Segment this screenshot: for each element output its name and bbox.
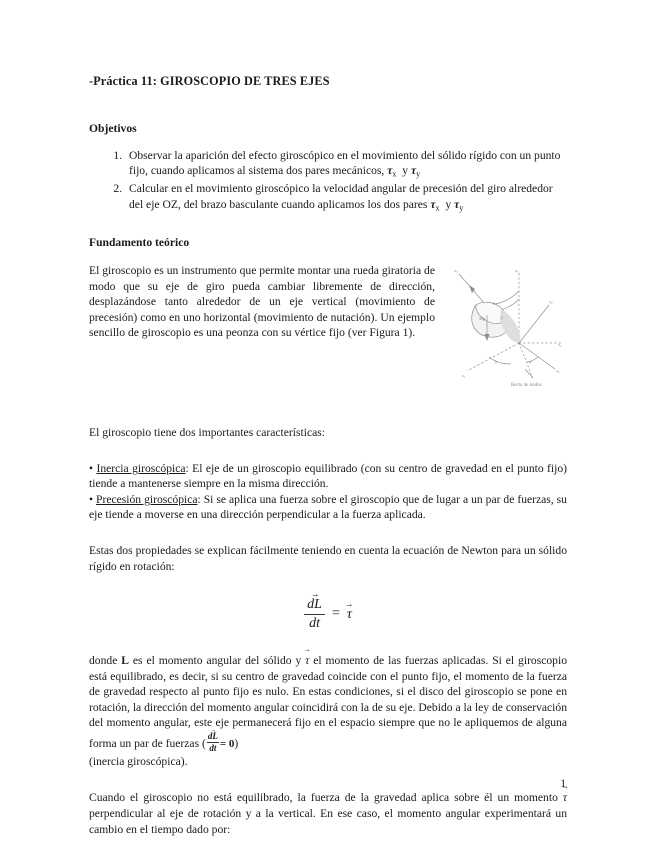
- figure-drawing: [445, 265, 567, 389]
- after-equation-paragraph: [89, 652, 567, 769]
- gyroscope-euler-angles-diagram: [445, 265, 567, 389]
- final-paragraph: [89, 789, 567, 837]
- page-number: 1: [560, 777, 566, 790]
- spacer: [89, 89, 567, 121]
- figure-caption: Recta de nodos: [511, 383, 542, 389]
- bullet-term-precesion: Precesión giroscópica: [96, 492, 198, 506]
- bullet-inercia: • Inercia giroscópica: El eje de un giroscopio equilibrado (con su centro de gravedad en el punto fijo) tiende a mantenerse siempre en la misma dirección.: [89, 461, 568, 491]
- equation-relation: =: [331, 606, 340, 622]
- list-item: [125, 181, 567, 214]
- vector-label-Mg: Mg: [479, 316, 486, 322]
- angle-label-phi: φ: [495, 359, 498, 365]
- vector-label-L: L: [501, 315, 504, 321]
- axis-label-X3: $x_3$: [515, 268, 519, 275]
- axis-label-x3: $x_3$: [454, 268, 458, 275]
- inline-denominator: dt: [209, 743, 217, 754]
- spacer: [89, 215, 567, 235]
- equation-right-side: τ →: [347, 606, 352, 623]
- characteristics-lead: El giroscopio tiene dos importantes características:: [89, 426, 325, 440]
- angle-label-psi: ψ: [529, 359, 532, 365]
- page-title: -Práctica 11: GIROSCOPIO DE TRES EJES: [89, 74, 330, 88]
- spacer: [89, 393, 567, 425]
- bullet-precesion: • Precesión giroscópica: Si se aplica una fuerza sobre el giroscopio que de lugar a un par de fuerzas, su eje tiende a moverse en una dirección perpendicular a la fuerza aplicada.: [89, 492, 567, 522]
- spacer: [89, 523, 567, 543]
- after-eq-text-1: donde: [89, 654, 122, 668]
- after-eq-text-5: (inercia giroscópica).: [89, 754, 188, 768]
- axis-label-x1: $x_1$: [462, 373, 466, 380]
- inline-equals-zero: = 0: [219, 738, 235, 751]
- theory-heading: Fundamento teórico: [89, 236, 190, 250]
- axis-label-X2: $x_2$: [549, 299, 553, 306]
- symbol-tau: τ →: [305, 652, 309, 668]
- symbol-tau-final: τ →: [563, 789, 567, 806]
- equation-denominator: dt: [309, 616, 320, 632]
- newton-lead-paragraph: Estas dos propiedades se explican fácilmente teniendo en cuenta la ecuación de Newton para un sólido rígido en rotación:: [89, 544, 567, 573]
- final-text-1: Cuando el giroscopio no está equilibrado, la fuerza de la gravedad aplica sobre él un momento: [89, 791, 563, 805]
- spacer: [89, 441, 567, 461]
- spacer: [89, 769, 567, 789]
- angle-label-theta: θ: [493, 301, 495, 307]
- bullet-text-inercia: : El eje de un giroscopio equilibrado (con su centro de gravedad en el punto fijo) tiende a mantenerse siempre en la misma dirección.: [89, 461, 568, 491]
- axis-label-X1: $x_1$: [558, 342, 562, 349]
- objective-text-1: Observar la aparición del efecto giroscópico en el movimiento del sólido rígido con un punto fijo, cuando aplicamos al sistema dos pares mecánicos, $\tau_x$ y $\tau_y$: [129, 148, 561, 179]
- objectives-heading: Objetivos: [89, 121, 137, 135]
- theory-intro-paragraph: El giroscopio es un instrumento que permite montar una rueda giratoria de modo que su eje de giro pueda cambiar libremente de dirección, desplazándose tanto alrededor de un eje vertical (movimiento de precesión) como en uno horizontal (movimiento de nutación). Un ejemplo sencillo de giroscopio es una peonza con su vértice fijo (ver Figura 1).: [89, 264, 435, 340]
- after-eq-text-3: el momento de las fuerzas aplicadas. Si el giroscopio está equilibrado, es decir, si su centro de gravedad coincide con el punto fijo, el momento de la fuerza de gravedad respecto al punto fijo es nulo. En estas condiciones, si el disco del giroscopio se pone en rotación, la dirección del momento angular coincidirá con la de su eje. Debido a la ley de conservación del momento angular, este eje permanecerá fijo en el espacio siempre que no le apliquemos de alguna forma un par de fuerzas (: [89, 654, 567, 751]
- equation-numerator: dL →: [304, 596, 325, 615]
- list-item: [125, 148, 567, 181]
- spacer: [89, 250, 567, 263]
- final-text-2: perpendicular al eje de rotación y a la vertical. En ese caso, el momento angular experimentará un cambio en el tiempo dado por:: [89, 806, 567, 836]
- inline-fraction: [207, 730, 219, 754]
- symbol-L: L: [121, 654, 129, 668]
- document-content: [89, 74, 567, 837]
- axis-label-x2: $x_2$: [556, 368, 560, 375]
- bullet-term-inercia: Inercia giroscópica: [96, 461, 186, 475]
- after-eq-text-2: es el momento angular del sólido y: [128, 654, 306, 668]
- intro-with-figure: [89, 263, 567, 393]
- figure-container: [445, 265, 567, 389]
- newton-equation: [89, 596, 567, 632]
- objective-text-2: Calcular en el movimiento giroscópico la velocidad angular de precesión del giro alrededor del eje OZ, del brazo basculante cuando aplicamos los dos pares $\tau_x$ y $\tau_y$: [129, 182, 553, 213]
- objectives-list: [89, 148, 567, 214]
- after-eq-text-4: ): [234, 737, 239, 751]
- equation-fraction: [304, 596, 325, 632]
- bullet-text-precesion: : Si se aplica una fuerza sobre el giroscopio que de lugar a un par de fuerzas, su eje tiende a moverse en una dirección perpendicular a la fuerza aplicada.: [89, 492, 567, 522]
- inline-numerator: dL →: [207, 730, 219, 743]
